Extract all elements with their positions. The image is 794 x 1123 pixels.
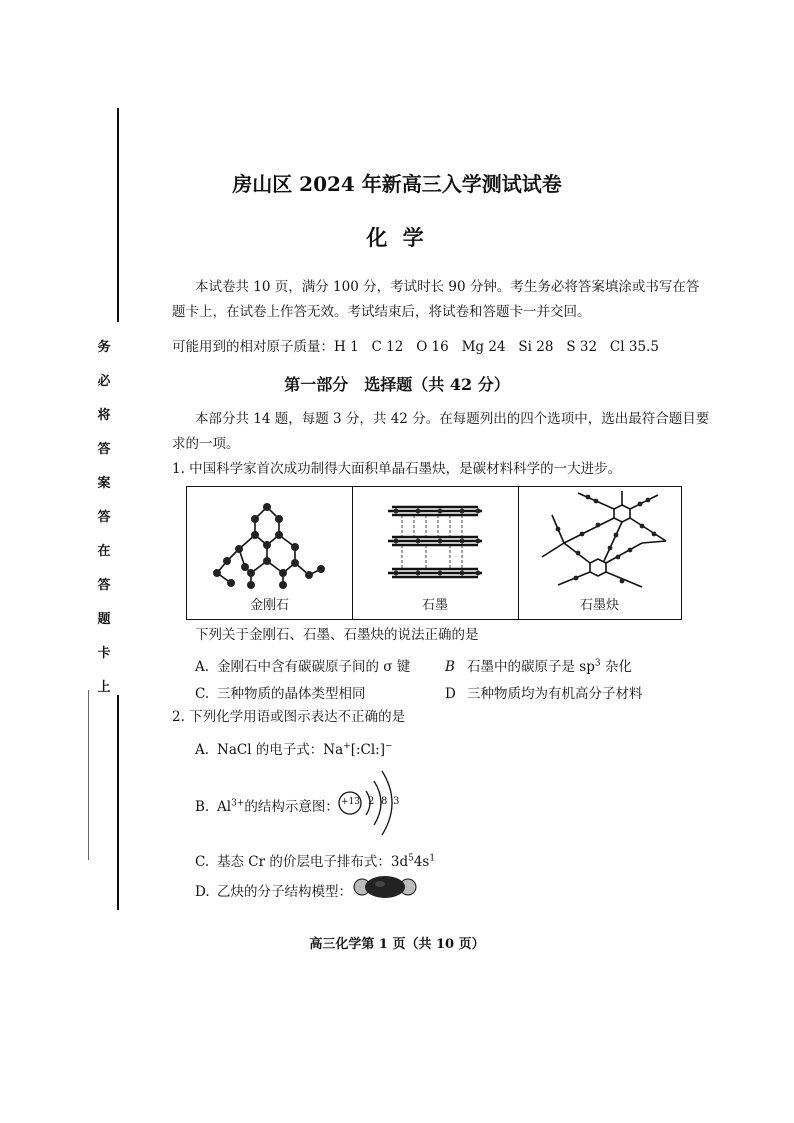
exam-title: 房山区 2024 年新高三入学测试试卷	[232, 172, 562, 196]
binding-line-bottom	[117, 695, 119, 910]
q2-option-c	[195, 850, 435, 870]
sidebar-char: 题	[97, 612, 111, 627]
atomic-masses	[172, 334, 659, 360]
option-text-tail: 的结构示意图：	[244, 799, 339, 815]
q1-structures-table	[186, 486, 682, 620]
option-superscript: 3	[594, 658, 601, 669]
atomic-masses-values: H 1 C 12 O 16 Mg 24 Si 28 S 32 Cl 35.5	[334, 339, 659, 355]
q1-option-c	[195, 682, 366, 702]
option-letter: D	[445, 686, 456, 702]
option-text: 金刚石中含有碳碳原子间的 σ 键	[217, 659, 411, 675]
option-letter: C.	[195, 686, 210, 702]
q2-option-b	[195, 795, 339, 815]
q2-stem: 2. 下列化学用语或图示表达不正确的是	[172, 709, 406, 725]
option-letter: A.	[195, 742, 210, 758]
d-electrons: 5	[408, 853, 414, 864]
option-letter: C.	[195, 854, 210, 870]
q1-question: 下列关于金刚石、石墨、石墨炔的说法正确的是	[195, 627, 479, 643]
graphite-label: 石墨	[421, 598, 448, 613]
option-text: 三种物质均为有机高分子材料	[467, 686, 643, 702]
option-text: 石墨中的碳原子是 sp	[467, 659, 595, 675]
na-charge: +	[343, 741, 351, 752]
option-letter: B	[445, 659, 455, 675]
section-desc-line-2: 求的一项。	[172, 436, 240, 452]
q1-option-d	[445, 682, 643, 702]
sidebar-char: 必	[97, 374, 111, 389]
sidebar-char: 卡	[97, 646, 111, 661]
option-text-mid: 4s	[413, 854, 430, 870]
sidebar-char: 上	[97, 680, 111, 695]
sidebar-char: 务	[97, 340, 111, 355]
sidebar-char: 将	[97, 408, 111, 423]
binding-line-thin	[88, 690, 89, 860]
sidebar-char: 在	[97, 544, 111, 559]
intro-line-1: 本试卷共 10 页，满分 100 分，考试时长 90 分钟。考生务必将答案填涂或书写在答	[195, 279, 700, 295]
acetylene-model	[352, 874, 418, 900]
al-charge: 3+	[231, 798, 245, 809]
intro-line-2: 题卡上，在试卷上作答无效。考试结束后，将试卷和答题卡一并交回。	[172, 304, 591, 320]
section-heading: 第一部分 选择题（共 42 分）	[284, 375, 510, 394]
cl-charge: −	[385, 741, 393, 752]
q1-option-b	[445, 655, 632, 675]
q2-option-a	[195, 738, 393, 758]
binding-line-top	[117, 108, 119, 322]
shell-3-count: 3	[393, 796, 400, 807]
option-text: Al	[217, 799, 232, 815]
diamond-structure-icon	[187, 487, 352, 595]
graphdiyne-label: 石墨炔	[579, 598, 619, 613]
sidebar-char: 答	[97, 510, 111, 525]
diamond-label: 金刚石	[249, 598, 289, 613]
graphite-structure-icon	[352, 487, 518, 595]
nucleus-charge: +13	[341, 797, 360, 807]
option-letter: D.	[195, 884, 210, 900]
graphite-cell	[352, 487, 519, 619]
q1-stem: 1. 中国科学家首次成功制得大面积单晶石墨炔，是碳材料科学的一大进步。	[172, 461, 622, 477]
option-letter: A.	[195, 659, 210, 675]
q2-option-d	[195, 880, 352, 900]
sidebar-char: 答	[97, 578, 111, 593]
option-text: 三种物质的晶体类型相同	[217, 686, 366, 702]
option-text: NaCl 的电子式：Na	[217, 742, 344, 758]
option-text: 基态 Cr 的价层电子排布式：3d	[217, 854, 409, 870]
diamond-cell	[187, 487, 353, 619]
atomic-masses-label: 可能用到的相对原子质量：	[172, 339, 334, 355]
shell-1-count: 2	[368, 796, 375, 807]
s-electrons: 1	[429, 853, 436, 864]
acetylene-model-icon	[352, 874, 418, 900]
sidebar-char: 答	[97, 442, 111, 457]
graphdiyne-structure-icon	[518, 487, 681, 595]
sidebar-char: 案	[97, 476, 111, 491]
q1-option-a	[195, 655, 410, 675]
section-desc-line-1: 本部分共 14 题，每题 3 分，共 42 分。在每题列出的四个选项中，选出最符合题目要	[195, 411, 710, 427]
shell-2-count: 8	[381, 796, 388, 807]
cl-electron-dot: [:Cl:]	[350, 742, 385, 758]
page-footer: 高三化学第 1 页（共 10 页）	[309, 937, 485, 952]
al-atom-diagram	[336, 766, 416, 846]
option-text-tail: 杂化	[600, 659, 632, 675]
subject-title: 化 学	[366, 225, 428, 250]
option-letter: B.	[195, 799, 210, 815]
graphdiyne-cell	[518, 487, 681, 619]
option-text: 乙炔的分子结构模型：	[217, 884, 352, 900]
